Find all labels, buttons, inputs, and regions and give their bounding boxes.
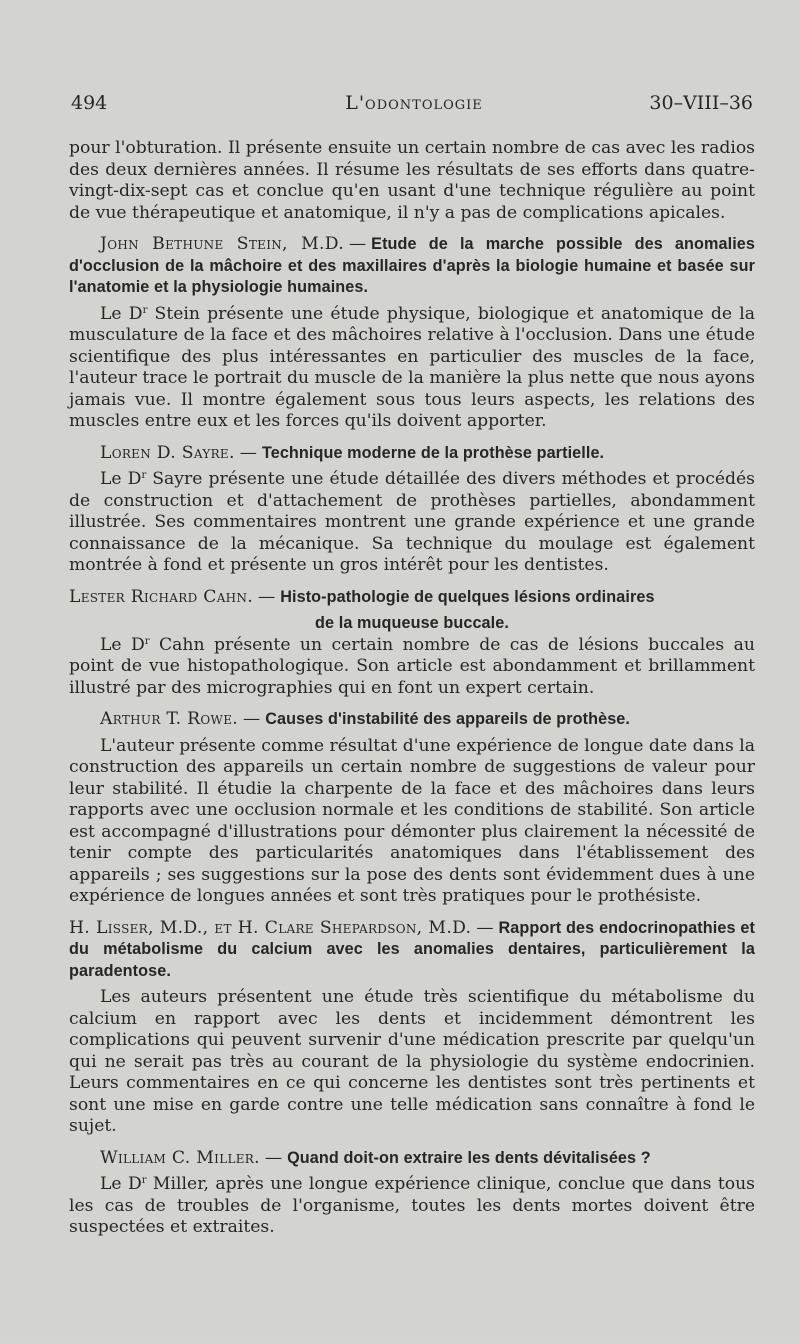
dr-prefix: Le D [100,469,142,489]
entry-author: Arthur T. Rowe. [100,709,239,729]
entry-heading-lisser [69,918,755,983]
intro-paragraph: pour l'obturation. Il présente ensuite un certain nombre de cas avec les radios des deux dernières années. Il résume les résultats de ses efforts dans quatre-vingt-dix-sept cas et conclue qu'en usant d'une technique régulière au point de vue thérapeutique et anatomique, il n'y a pas de complications apicales. [69,138,755,223]
running-header [71,91,757,117]
dr-prefix: Le D [100,303,143,324]
entry-body-miller [69,1174,755,1239]
entry-body-stein [69,304,755,433]
entry-author: Lester Richard Cahn. [69,586,254,607]
entry-author: Loren D. Sayre. [100,442,235,463]
journal-title: L'odontologie [345,92,483,114]
entry-title: Quand doit-on extraire les dents dévitalisées ? [287,1148,651,1167]
entry-title-line-2: de la muqueuse buccale. [315,614,509,632]
entry-heading-sayre [69,443,755,465]
entry-title: Histo-pathologie de quelques lésions ordinaires [280,587,655,606]
entry-author: William C. Miller. [100,1147,260,1168]
page-body [69,138,755,1239]
dr-superscript: r [141,470,147,481]
entry-author: H. Lisser, M.D., et H. Clare Shepardson, M.D. [69,917,472,938]
entry-title: Technique moderne de la prothèse partielle. [261,443,605,462]
issue-date: 30–VIII–36 [649,92,753,114]
entry-text: Cahn présente un certain nombre de cas de lésions buccales au point de vue histopathologique. Son article est abondamment et brillamment illustré par des micrographies qui en font un expert certain. [69,634,755,698]
dr-superscript: r [144,635,150,647]
em-dash: — [258,586,276,607]
em-dash: — [264,1147,283,1168]
em-dash: — [476,917,494,938]
entry-title: Rapport des endocrinopathies et du métabolisme du calcium avec les anomalies dentaires, particulièrement la paradentose. [69,918,755,980]
em-dash: — [239,442,257,463]
entry-author: John Bethune Stein, M.D. [100,234,344,254]
entry-text: Stein présente une étude physique, biologique et anatomique de la musculature de la face et des mâchoires relative à l'occlusion. Dans une étude scientifique des plus intéressantes en particulier des muscles de la face, l'auteur trace le portrait du muscle de la manière la plus nette que nous ayons jamais vue. Il montre également sous tous leurs aspects, les relations des muscles entre eux et les forces qu'ils doivent apporter. [69,303,755,431]
entry-title: Causes d'instabilité des appareils de prothèse. [265,710,631,728]
em-dash: — [348,234,367,254]
entry-body-lisser: Les auteurs présentent une étude très scientifique du métabolisme du calcium en rapport avec les dents et incidemment démontrent les complications qui peuvent survenir d'une médication prescrite par quelqu'un qui ne serait pas très au courant de la physiologie du système endocrinien. Leurs commentaires en ce qui concerne les dentistes sont très pertinents et sont une mise en garde contre une telle médication sans connaître à fond le sujet. [69,987,755,1136]
entry-heading-rowe [69,709,755,731]
em-dash: — [243,709,261,729]
entry-heading-cahn-continued [69,613,755,635]
dr-superscript: r [141,1175,147,1186]
dr-prefix: Le D [100,634,145,655]
entry-title: Etude de la marche possible des anomalies d'occlusion de la mâchoire et des maxillaires d'après la biologie humaine et basée sur l'anatomie et la physiologie humaines. [69,235,755,296]
entry-heading-miller [69,1148,755,1170]
dr-prefix: Le D [100,1174,142,1194]
dr-superscript: r [142,304,148,316]
entry-heading-stein [69,234,755,299]
entry-body-rowe: L'auteur présente comme résultat d'une expérience de longue date dans la construction des appareils un certain nombre de suggestions de valeur pour leur stabilité. Il étudie la charpente de la face et des mâchoires dans leurs rapports avec une occlusion normale et les conditions de stabilité. Son article est accompagné d'illustrations pour démonter plus clairement la nécessité de tenir compte des particularités anatomiques dans l'établissement des appareils ; ses suggestions sur la pose des dents sont évidemment dues à une expérience de longues années et sont très pratiques pour le prothésiste. [69,735,755,906]
entry-text: Sayre présente une étude détaillée des divers méthodes et procédés de construction et d'attachement de prothèses partielles, abondamment illustrée. Ses commentaires montrent une grande expérience et une grande connaissance de la mécanique. Sa technique du moulage est également montrée à fond et présente un gros intérêt pour les dentistes. [69,469,755,575]
entry-body-cahn [69,635,755,700]
entry-body-sayre [69,469,755,577]
entry-text: Miller, après une longue expérience clinique, conclue que dans tous les cas de troubles de l'organisme, toutes les dents mortes doivent être suspectées et extraites. [69,1174,755,1237]
entry-heading-cahn [69,587,755,609]
page-number: 494 [71,92,108,114]
